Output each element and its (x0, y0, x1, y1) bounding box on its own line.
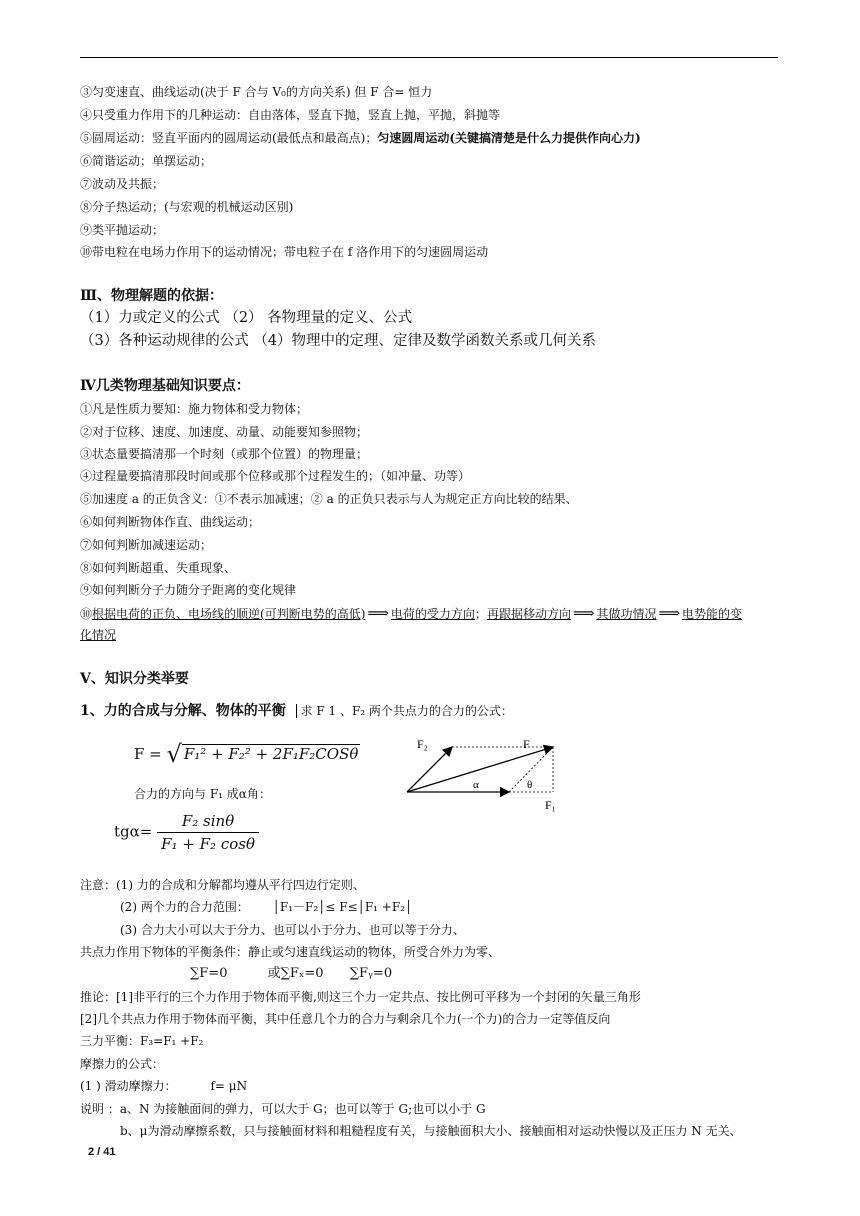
underlined-phrase: 再跟据移动方向 (486, 607, 571, 621)
text-segment: ⑤圆周运动：竖直平面内的圆周运动(最低点和最高点)； (80, 131, 378, 145)
sum-equation: 或∑Fₓ=0 (267, 966, 324, 981)
three-force-equation: 三力平衡：F₃=F₁ +F₂ (80, 1034, 204, 1048)
underlined-phrase: 其做功情况 (596, 607, 657, 621)
label-f2: F₂ (417, 737, 428, 751)
header-rule (80, 57, 778, 58)
sqrt-icon: √ (166, 740, 182, 768)
formula-lhs: F = (134, 745, 162, 763)
subsection-title: 1、力的合成与分解、物体的平衡 (80, 703, 286, 719)
tangent-lhs: tgα= (114, 822, 153, 841)
separator: ； (474, 607, 487, 621)
subsection-heading (80, 702, 513, 720)
inference-line: [2]几个共点力作用于物体而平衡，其中任意几个力的合力与剩余几个力(一个力)的合力一定等值反向 (80, 1012, 611, 1026)
range-expression: │F₁－F₂│≤ F≤│F₁ +F₂│ (272, 900, 413, 914)
sum-equation: ∑Fᵧ=0 (349, 966, 393, 981)
fraction-denominator: F₁ + F₂ cosθ (161, 835, 255, 853)
resultant-formula (134, 740, 360, 768)
point-item: ④过程量要搞清那段时间或那个位移或那个过程发生的；（如冲量、功等） (80, 469, 471, 483)
point-item (80, 605, 742, 622)
point-item: ⑥如何判断物体作直、曲线运动； (80, 515, 261, 529)
underlined-phrase: 根据电荷的正负、电场线的顺逆(可判断电势的高低) (92, 607, 366, 621)
formula-rhs: F₁² + F₂² + 2F₁F₂COSθ (183, 745, 359, 763)
bold-segment: 匀速圆周运动(关键搞清楚是什么力提供作向心力) (377, 131, 641, 145)
label-theta: θ (527, 779, 533, 791)
underlined-phrase: 电势能的变 (682, 607, 743, 621)
point-item: ②对于位移、速度、加速度、动量、动能要知参照物； (80, 425, 369, 439)
subsection-tail: 求 F 1 、F₂ 两个共点力的合力的公式： (296, 704, 513, 718)
force-parallelogram-diagram (395, 730, 575, 820)
explain-line: 说明 ：a、N 为接触面间的弹力，可以大于 G；也可以等于 G;也可以小于 G (80, 1102, 486, 1116)
sum-equations (190, 966, 392, 982)
note-line (120, 899, 412, 915)
fraction (157, 812, 259, 853)
explain-line: b、μ为滑动摩擦系数，只与接触面材料和粗糙程度有关，与接触面积大小、接触面相对运动快慢以及正压力 N 无关、 (120, 1124, 742, 1138)
implies-arrow-icon: ⟹ (367, 604, 389, 622)
point-item: ①凡是性质力要知：施力物体和受力物体； (80, 402, 309, 416)
text-line: ③匀变速直、曲线运动(决于 F 合与 V₀的方向关系) 但 F 合= 恒力 (80, 85, 433, 99)
label-f1: F₁ (545, 798, 556, 812)
label-f: F (523, 737, 530, 751)
section-5-title: V、知识分类举要 (80, 671, 189, 687)
text-line: ⑥简谐运动；单摆运动； (80, 154, 213, 168)
text-line: ⑦波动及共振； (80, 177, 165, 191)
underlined-phrase: 电荷的受力方向 (390, 607, 475, 621)
label-alpha: α (473, 779, 479, 791)
point-item: ⑤加速度 a 的正负含义：①不表示加减速；② a 的正负只表示与人为规定正方向比较的结果、 (80, 492, 578, 506)
point-item: ⑦如何判断加减速运动； (80, 538, 213, 552)
note-line: 注意：(1) 力的合成和分解都均遵从平行四边行定则、 (80, 878, 365, 892)
text-line: ⑩带电粒在电场力作用下的运动情况；带电粒子在 f 洛作用下的匀速圆周运动 (80, 245, 489, 259)
friction-heading: 摩擦力的公式： (80, 1057, 165, 1071)
fraction-numerator: F₂ sinθ (157, 812, 259, 833)
section-3-title: Ⅲ、物理解题的依据： (80, 288, 224, 304)
item-number: ⑩ (80, 607, 93, 621)
text-line: ⑧分子热运动；(与宏观的机械运动区别) (80, 200, 294, 214)
sliding-friction-label: (1 ) 滑动摩擦力： (80, 1079, 177, 1093)
note-line: (3) 合力大小可以大于分力、也可以小于分力、也可以等于分力、 (120, 923, 465, 937)
balance-condition: 共点力作用下物体的平衡条件：静止或匀速直线运动的物体，所受合外力为零、 (80, 945, 501, 959)
direction-text: 合力的方向与 F₁ 成α角： (134, 787, 271, 801)
point-item: ③状态量要搞清那一个时刻（或那个位置）的物理量； (80, 447, 369, 461)
section-4-title: Ⅳ几类物理基础知识要点： (80, 378, 250, 394)
tangent-formula (114, 812, 259, 853)
underlined-phrase: 化情况 (80, 628, 117, 642)
sum-equation: ∑F=0 (190, 966, 228, 981)
implies-arrow-icon: ⟹ (658, 604, 680, 622)
implies-arrow-icon: ⟹ (572, 604, 595, 622)
sliding-friction-formula: f= μN (210, 1079, 248, 1093)
text-line: ⑨类平抛运动； (80, 223, 165, 237)
section-3-row: （1）力或定义的公式 （2） 各物理量的定义、公式 (80, 310, 413, 326)
note-text: (2) 两个力的合力范围： (120, 900, 249, 914)
inference-line: 推论：[1]非平行的三个力作用于物体而平衡,则这三个力一定共点、按比例可平移为一个封闭的矢量三角形 (80, 990, 641, 1004)
section-3-row: （3）各种运动规律的公式 （4）物理中的定理、定律及数学函数关系或几何关系 (80, 333, 597, 349)
sliding-friction (80, 1078, 247, 1094)
point-item: ⑨如何判断分子力随分子距离的变化规律 (80, 583, 297, 597)
point-item: ⑧如何判断超重、失重现象、 (80, 561, 237, 575)
text-line: ④只受重力作用下的几种运动：自由落体，竖直下抛，竖直上抛，平抛，斜抛等 (80, 108, 501, 122)
page-number: 2 / 41 (88, 1146, 116, 1158)
text-line (80, 130, 641, 146)
